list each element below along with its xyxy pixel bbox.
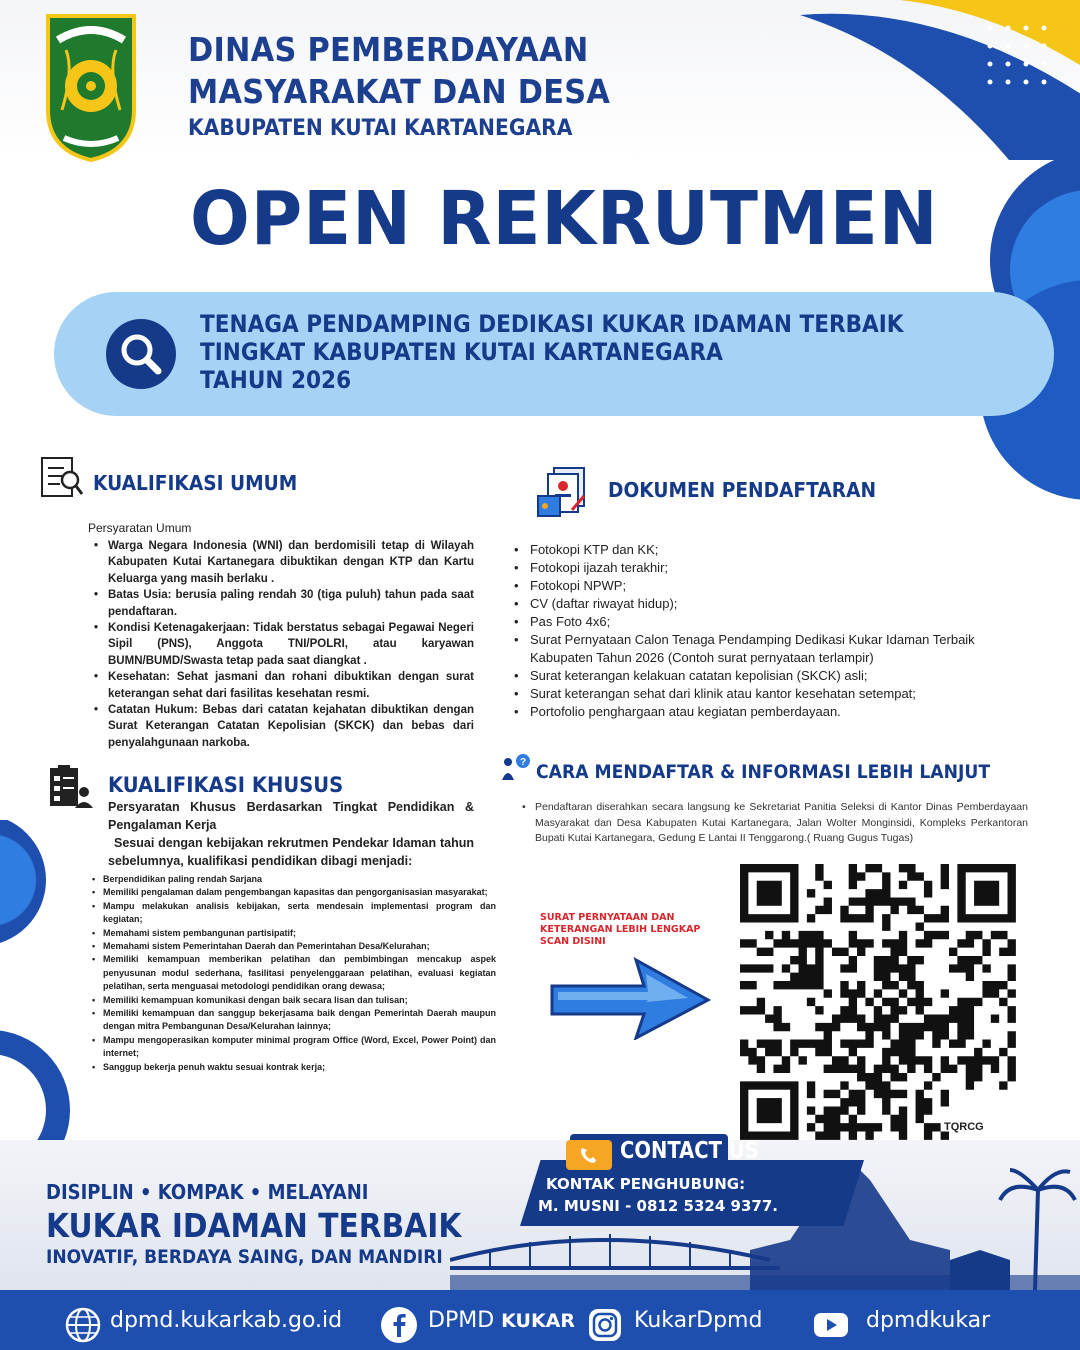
instagram-link[interactable]: KukarDpmd (634, 1308, 763, 1333)
list-item: • Kondisi Ketenagakerjaan: Tidak berstatus sebagai Pegawai Negeri Sipil (PNS), Anggota TNI/POLRI, atau karyawan BUMN/BUMD/Swasta tetap pada saat diangkat . (94, 620, 474, 669)
scan-label-line3: SCAN DISINI (540, 936, 606, 947)
page-title: OPEN REKRUTMEN (190, 176, 939, 262)
banner-line2: TINGKAT KABUPATEN KUTAI KARTANEGARA (200, 338, 723, 366)
scan-label-line1: SURAT PERNYATAAN DAN (540, 912, 675, 923)
motto-line3: INOVATIF, BERDAYA SAING, DAN MANDIRI (46, 1246, 443, 1268)
svg-text:?: ? (519, 757, 527, 768)
contact-us-label: CONTACT US (620, 1138, 759, 1164)
list-item: • Sanggup bekerja penuh waktu sesuai kontrak kerja; (92, 1061, 496, 1074)
left-circle-decoration (0, 820, 80, 1140)
arrow-right-icon (548, 956, 712, 1040)
scan-label-line2: KETERANGAN LEBIH LENGKAP (540, 924, 701, 935)
qr-finder-pattern (957, 864, 1016, 923)
list-item: • Memahami sistem pembangunan partisipatif; (92, 927, 496, 940)
scan-label (540, 912, 721, 948)
search-icon (106, 319, 176, 389)
list-item: • Mampu mengoperasikan komputer minimal program Office (Word, Excel, Power Point) dan internet; (92, 1034, 496, 1061)
kontak-label: KONTAK PENGHUBUNG: (546, 1175, 746, 1193)
phone-icon (566, 1140, 612, 1170)
list-item: • Warga Negara Indonesia (WNI) dan berdomisili tetap di Wilayah Kabupaten Kutai Kartanegara dibuktikan dengan KTP dan Kartu Keluarga yang masih berlaku . (94, 538, 474, 587)
dokumen-pendaftaran-heading: DOKUMEN PENDAFTARAN (608, 478, 877, 502)
list-item: • Memahami sistem Pemerintahan Daerah dan Pemerintahan Desa/Kelurahan; (92, 940, 496, 953)
list-item: • Surat keterangan sehat dari klinik atau kantor kesehatan setempat; (514, 685, 1034, 703)
list-item: • Surat keterangan kelakuan catatan kepolisian (SKCK) asli; (514, 667, 1034, 685)
list-item: • Fotokopi KTP dan KK; (514, 541, 1034, 559)
list-item: • Memiliki kemampuan komunikasi dengan baik secara lisan dan tulisan; (92, 994, 496, 1007)
list-item: • Memiliki pengalaman dalam pengembangan kapasitas dan pengorganisasian masyarakat; (92, 886, 496, 899)
qr-brand-label: TQRCG (944, 1121, 984, 1133)
cara-mendaftar-heading: CARA MENDAFTAR & INFORMASI LEBIH LANJUT (536, 762, 991, 783)
list-item: • Portofolio penghargaan atau kegiatan pemberdayaan. (514, 703, 1034, 721)
kontak-value: M. MUSNI - 0812 5324 9377. (538, 1197, 778, 1215)
motto-line1: DISIPLIN • KOMPAK • MELAYANI (46, 1180, 369, 1204)
facebook-name-2: KUKAR (501, 1310, 576, 1332)
kualifikasi-khusus-intro: Persyaratan Khusus Berdasarkan Tingkat Pendidikan & Pengalaman Kerja (108, 800, 474, 832)
list-item: • Pas Foto 4x6; (514, 613, 1034, 631)
kualifikasi-umum-heading: KUALIFIKASI UMUM (93, 471, 298, 495)
list-item: • Fotokopi NPWP; (514, 577, 1034, 595)
dot-grid-decoration (984, 22, 1048, 86)
motto-line2: KUKAR IDAMAN TERBAIK (46, 1206, 462, 1245)
youtube-link[interactable]: dpmdkukar (866, 1308, 991, 1333)
dokumen-list (514, 541, 1034, 721)
list-item: • Catatan Hukum: Bebas dari catatan kejahatan dibuktikan dengan Surat Keterangan Catatan Kepolisian (SKCK) dan bebas dari penyalahgunaan narkoba. (94, 702, 474, 751)
kualifikasi-umum-list (94, 538, 474, 751)
help-person-icon (500, 754, 532, 780)
list-item: • CV (daftar riwayat hidup); (514, 595, 1034, 613)
list-item: • Kesehatan: Sehat jasmani dan rohani dibuktikan dengan surat keterangan sehat dari fasilitas kesehatan resmi. (94, 669, 474, 702)
globe-icon (64, 1306, 102, 1344)
org-name-line3: KABUPATEN KUTAI KARTANEGARA (188, 116, 573, 141)
kualifikasi-khusus-heading: KUALIFIKASI KHUSUS (108, 773, 344, 797)
qr-finder-pattern (740, 1081, 799, 1140)
cara-mendaftar-text: • Pendaftaran diserahkan secara langsung ke Sekretariat Panitia Seleksi di Kantor Dinas Pemberdayaan Masyarakat dan Desa Kabupaten Kutai Kartanegara, Jalan Wolter Monginsidi, Kompleks Perkantoran Bupati Kutai Kartanegara, Gedung E Lantai II Tenggarong.( Ruang Gugus Tugas) (522, 800, 1028, 847)
list-item: • Memiliki kemampuan dan sanggup bekerjasama baik dengan Pemerintah Daerah maupun dengan mitra Pembangunan Desa/Kelurahan lainnya; (92, 1007, 496, 1034)
kualifikasi-khusus-list (92, 873, 496, 1074)
list-item: • Memiliki kemampuan memberikan pelatihan dan pembimbingan mencakup aspek penyusunan modul sederhana, fasilitasi penyelenggaraan pelatihan, evaluasi kegiatan pelatihan, serta menguasai metodologi pendidikan orang dewasa; (92, 953, 496, 993)
org-name-line1: DINAS PEMBERDAYAAN (188, 30, 589, 69)
qr-finder-pattern (740, 864, 799, 923)
youtube-icon (812, 1306, 850, 1344)
kutai-kartanegara-logo (44, 10, 138, 162)
kualifikasi-khusus-description: Sesuai dengan kebijakan rekrutmen Pendekar Idaman tahun sebelumnya, kualifikasi pendidikan dibagi menjadi: (108, 836, 474, 868)
list-item: • Batas Usia: berusia paling rendah 30 (tiga puluh) tahun pada saat pendaftaran. (94, 587, 474, 620)
clipboard-person-icon (48, 764, 94, 810)
documents-icon (536, 466, 590, 520)
document-search-icon (40, 456, 84, 500)
qr-code[interactable] (740, 864, 1016, 1140)
banner-line1: TENAGA PENDAMPING DEDIKASI KUKAR IDAMAN TERBAIK (200, 310, 904, 338)
list-item: • Surat Pernyataan Calon Tenaga Pendamping Dedikasi Kukar Idaman Terbaik Kabupaten Tahun 2026 (Contoh surat pernyataan terlampir) (514, 631, 1034, 667)
list-item: • Berpendidikan paling rendah Sarjana (92, 873, 496, 886)
instagram-icon (586, 1306, 624, 1344)
facebook-icon (380, 1306, 418, 1344)
persyaratan-umum-label: Persyaratan Umum (88, 521, 192, 535)
facebook-name-1: DPMD (428, 1308, 495, 1333)
list-item: • Fotokopi ijazah terakhir; (514, 559, 1034, 577)
org-name-line2: MASYARAKAT DAN DESA (188, 72, 611, 111)
facebook-link[interactable] (428, 1308, 575, 1333)
website-link[interactable]: dpmd.kukarkab.go.id (110, 1308, 343, 1333)
banner-line3: TAHUN 2026 (200, 366, 352, 394)
list-item: • Mampu melakukan analisis kebijakan, serta mendesain implementasi program dan kegiatan; (92, 900, 496, 927)
